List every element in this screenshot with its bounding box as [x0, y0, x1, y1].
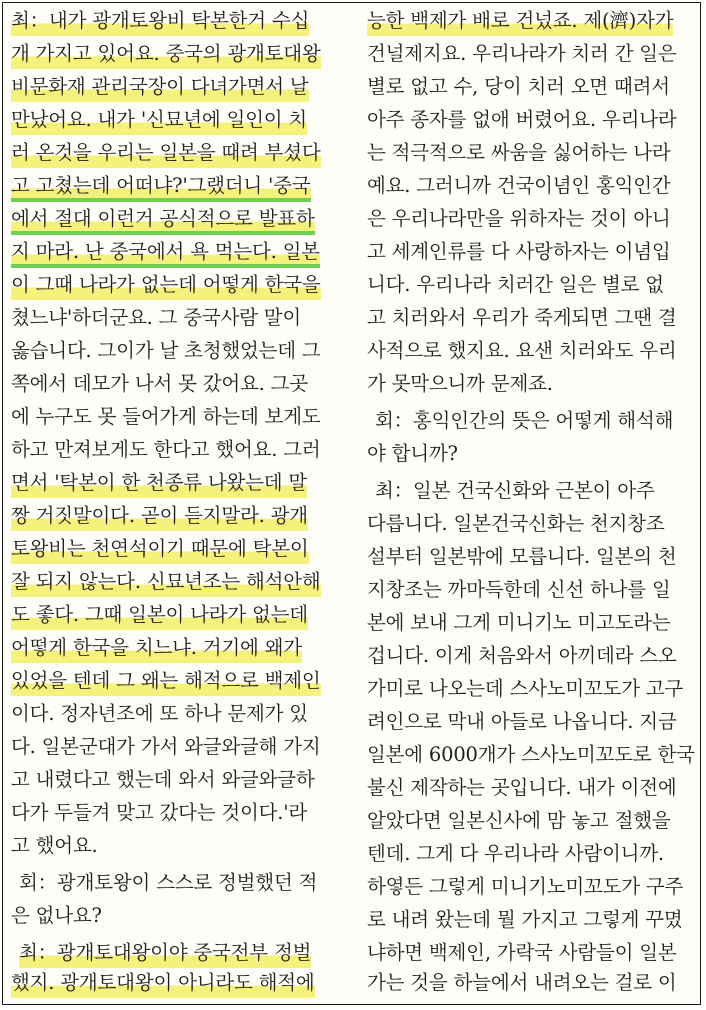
text-line: 토왕비는 천연석이기 때문에 탁본이: [11, 535, 309, 565]
text-line: 만났어요. 내가 '신묘년에 일인이 치: [11, 106, 307, 136]
text-line: 니다. 우리나라 치러간 일은 별로 없: [367, 273, 664, 296]
text-line: 하고 만져보게도 한다고 했어요. 그러: [11, 438, 321, 461]
text-line: 은 없나요?: [11, 904, 102, 927]
text-line: 는 적극적으로 싸움을 싫어하는 나라: [367, 141, 671, 164]
text-line: 가 못막으니까 문제죠.: [367, 372, 553, 395]
text-line: 비문화재 관리국장이 다녀가면서 날: [11, 73, 309, 103]
text-line: 최：광개토대왕이야 중국전부 정벌: [19, 939, 311, 969]
text-line: 일본에 6000개가 스사노미꼬도로 한국: [367, 743, 695, 766]
text-line: 고 내렸다고 했는데 와서 와글와글하: [11, 768, 315, 791]
text-line: 러 온것을 우리는 일본을 때려 부셨다: [11, 139, 321, 169]
text-line: 알았다면 일본신사에 맘 놓고 절했을: [367, 809, 671, 832]
document-page: [2, 2, 701, 1005]
text-line: 잘 되지 않는다. 신묘년조는 해석안해: [11, 568, 321, 598]
text-line: 로 내려 왔는데 뭘 가지고 그렇게 꾸몄: [367, 908, 683, 931]
text-line: 이다. 정자년조에 또 하나 문제가 있: [11, 702, 308, 725]
text-line: 다가 두들겨 맞고 갔다는 것이다.'라: [11, 801, 308, 824]
text-line: 하옇든 그렇게 미니기노미꼬도가 구주: [367, 875, 684, 898]
text-line: 텐데. 그게 다 우리나라 사람이니까.: [367, 842, 664, 865]
text-line: 고 했어요.: [11, 834, 98, 857]
text-line: 쪽에서 데모가 나서 못 갔어요. 그곳: [11, 372, 308, 395]
text-line: 다릅니다. 일본건국신화는 천지창조: [367, 512, 665, 535]
text-line: 불신 제작하는 곳입니다. 내가 이전에: [367, 776, 677, 799]
text-line: 다. 일본군대가 가서 와글와글해 가지: [11, 735, 321, 758]
text-line: 도 좋다. 그때 일본이 나라가 없는데: [11, 601, 308, 631]
text-line: 가미로 나오는데 스사노미꼬도가 고구: [367, 677, 684, 700]
text-line: 설부터 일본밖에 모릅니다. 일본의 천: [367, 545, 677, 568]
text-line: 건널제지요. 우리나라가 치러 간 일은: [367, 42, 677, 65]
text-line: 고 고쳤는데 어떠냐?'그랬더니 '중국: [11, 172, 311, 202]
text-line: 에서 절대 이런거 공식적으로 발표하: [11, 205, 315, 235]
text-line: 능한 백제가 배로 건넜죠. 제(濟)자가: [367, 7, 673, 37]
text-line: 회：홍익인간의 뜻은 어떻게 해석해: [375, 409, 674, 432]
text-line: 예요. 그러니까 건국이념인 홍익인간: [367, 174, 671, 197]
text-line: 야 합니까?: [367, 442, 458, 465]
text-line: 최：일본 건국신화와 근본이 아주: [375, 479, 655, 502]
text-line: 회：광개토왕이 스스로 정벌했던 적: [19, 871, 318, 894]
text-line: 했지. 광개토대왕이 아니라도 해적에: [11, 969, 315, 999]
text-line: 냐하면 백제인, 가락국 사람들이 일본: [367, 941, 677, 964]
text-line: 어떻게 한국을 치느냐. 거기에 왜가: [11, 634, 302, 664]
text-line: 은 우리나라만을 위하자는 것이 아니: [367, 207, 671, 230]
text-line: 에 누구도 못 들어가게 하는데 보게도: [11, 405, 321, 428]
text-line: 면서 '탁본이 한 천종류 나왔는데 말: [11, 469, 307, 499]
text-line: 개 가지고 있어요. 중국의 광개토대왕: [11, 40, 321, 70]
text-line: 겁니다. 이게 처음와서 아끼데라 스오: [367, 644, 677, 667]
text-line: 이 그때 나라가 없는데 어떻게 한국을: [11, 271, 321, 301]
text-line: 사적으로 했지요. 요샌 치러와도 우리: [367, 339, 677, 362]
text-line: 가는 것을 하늘에서 내려오는 걸로 이: [367, 971, 677, 994]
text-line: 아주 종자를 없애 버렸어요. 우리나라: [367, 108, 677, 131]
text-line: 려인으로 막내 아들로 나옵니다. 지금: [367, 710, 677, 733]
text-line: 고 세계인류를 다 사랑하자는 이념입: [367, 240, 671, 263]
text-line: 있었을 텐데 그 왜는 해적으로 백제인: [11, 667, 321, 697]
text-line: 짱 거짓말이다. 곧이 듣지말라. 광개: [11, 502, 308, 532]
text-line: 지창조는 까마득한데 신선 하나를 일: [367, 578, 671, 601]
text-line: 쳤느냐'하더군요. 그 중국사람 말이: [11, 306, 302, 329]
text-line: 최：내가 광개토왕비 탁본한거 수십: [11, 7, 309, 37]
text-line: 고 치러와서 우리가 죽게되면 그땐 결: [367, 306, 677, 329]
text-line: 본에 보내 그게 미니기노 미고도라는: [367, 611, 671, 634]
text-line: 지 마라. 난 중국에서 욕 먹는다. 일본: [11, 238, 320, 268]
text-line: 옳습니다. 그이가 날 초청했었는데 그: [11, 339, 321, 362]
text-line: 별로 없고 수, 당이 치러 오면 때려서: [367, 75, 670, 98]
